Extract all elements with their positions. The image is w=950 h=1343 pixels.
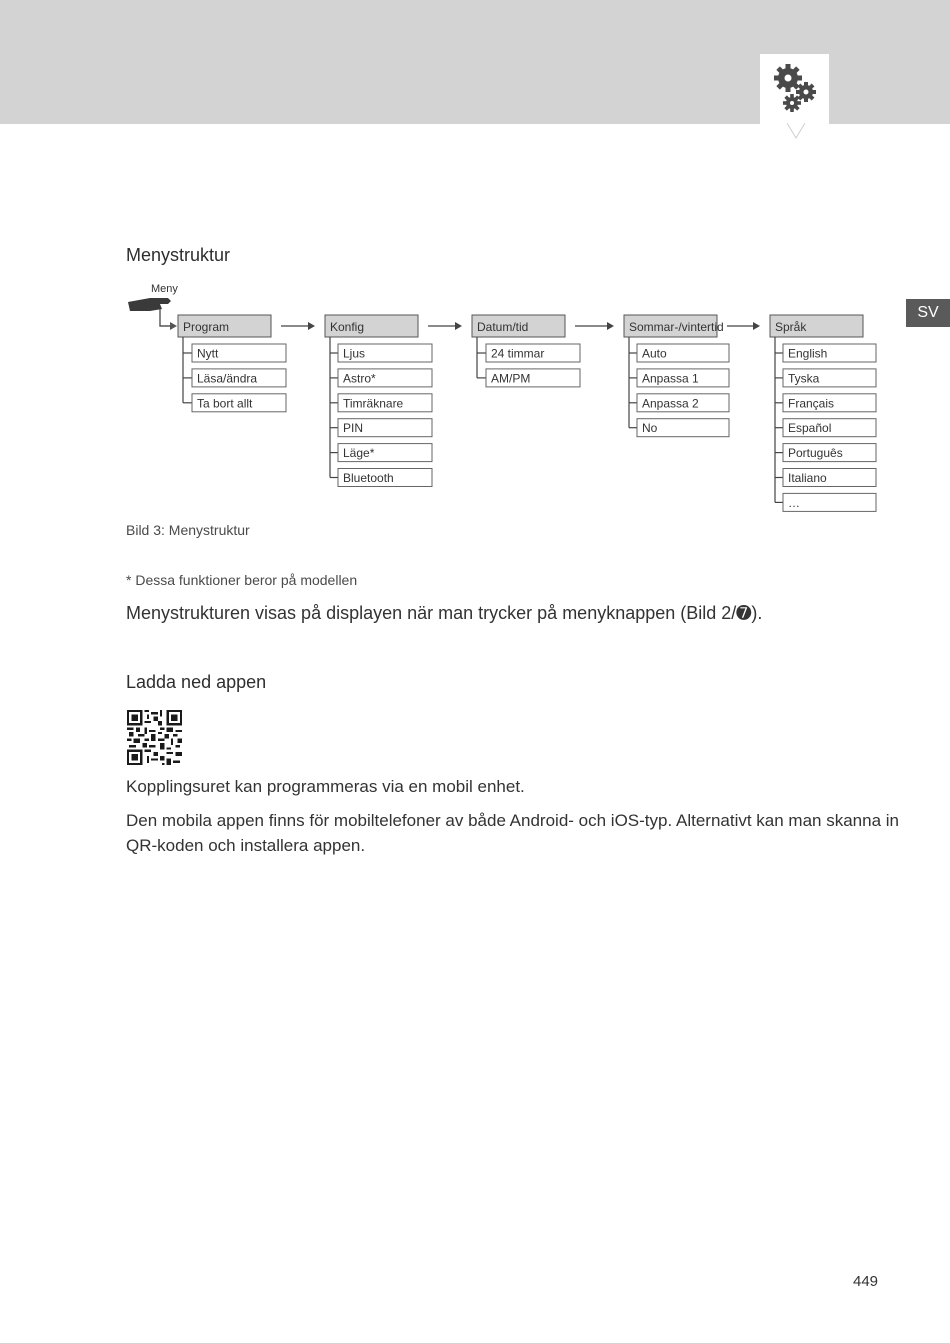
app-desc-line1: Den mobila appen finns för mobiltelefoner av både Android- och iOS-typ. Alternativt kan man skanna in (126, 811, 899, 830)
menu-item-label: … (788, 495, 800, 510)
figure-caption: Bild 3: Menystruktur (126, 522, 250, 538)
menu-item-label: Anpassa 2 (642, 396, 699, 411)
menu-item-label: AM/PM (491, 371, 531, 386)
menu-item-label: No (642, 421, 658, 436)
footnote: * Dessa funktioner beror på modellen (126, 572, 358, 588)
menu-item-label: English (788, 346, 828, 361)
column-header-label: Språk (775, 320, 807, 334)
menu-item-label: Astro* (343, 371, 376, 386)
column-header-label: Datum/tid (477, 320, 529, 334)
menu-item-label: Läge* (343, 446, 375, 461)
app-intro: Kopplingsuret kan programmeras via en mobil enhet. (126, 777, 525, 796)
menu-item-label: Bluetooth (343, 471, 394, 485)
menu-item-label: Italiano (788, 471, 827, 485)
flow-arrow-head (308, 322, 315, 330)
menu-label: Meny (151, 283, 178, 295)
pointing-hand-icon (128, 298, 171, 311)
menu-structure-diagram (0, 0, 950, 530)
menu-item-label: PIN (343, 421, 364, 436)
flow-arrow-head (753, 322, 760, 330)
flow-arrow-head (455, 322, 462, 330)
qr-code (127, 710, 182, 765)
column-header-label: Konfig (330, 320, 365, 334)
column-header-label: Sommar-/vintertid (629, 320, 724, 334)
menu-item-label: Läsa/ändra (197, 371, 258, 386)
menu-item-label: Ljus (343, 346, 366, 361)
menu-connector-arrow (170, 322, 177, 330)
menu-item-label: Português (788, 446, 843, 461)
page-number: 449 (853, 1273, 879, 1290)
menu-item-label: Ta bort allt (197, 396, 253, 411)
menu-description: Menystrukturen visas på displayen när man trycker på menyknappen (Bild 2/➐). (126, 603, 763, 623)
column-header-label: Program (183, 320, 230, 334)
menu-item-label: Timräknare (343, 396, 404, 411)
menu-item-label: Nytt (197, 346, 219, 361)
section-heading-app: Ladda ned appen (126, 672, 267, 692)
menu-item-label: Tyska (788, 371, 820, 386)
menu-item-label: Auto (642, 346, 667, 361)
menu-item-label: 24 timmar (491, 346, 545, 361)
section-heading-menu: Menystruktur (126, 245, 231, 265)
menu-item-label: Français (788, 396, 835, 411)
language-tab: SV (906, 299, 950, 327)
menu-item-label: Anpassa 1 (642, 371, 699, 386)
flow-arrow-head (607, 322, 614, 330)
menu-item-label: Español (788, 421, 832, 436)
app-desc-line2: QR-koden och installera appen. (126, 836, 366, 855)
